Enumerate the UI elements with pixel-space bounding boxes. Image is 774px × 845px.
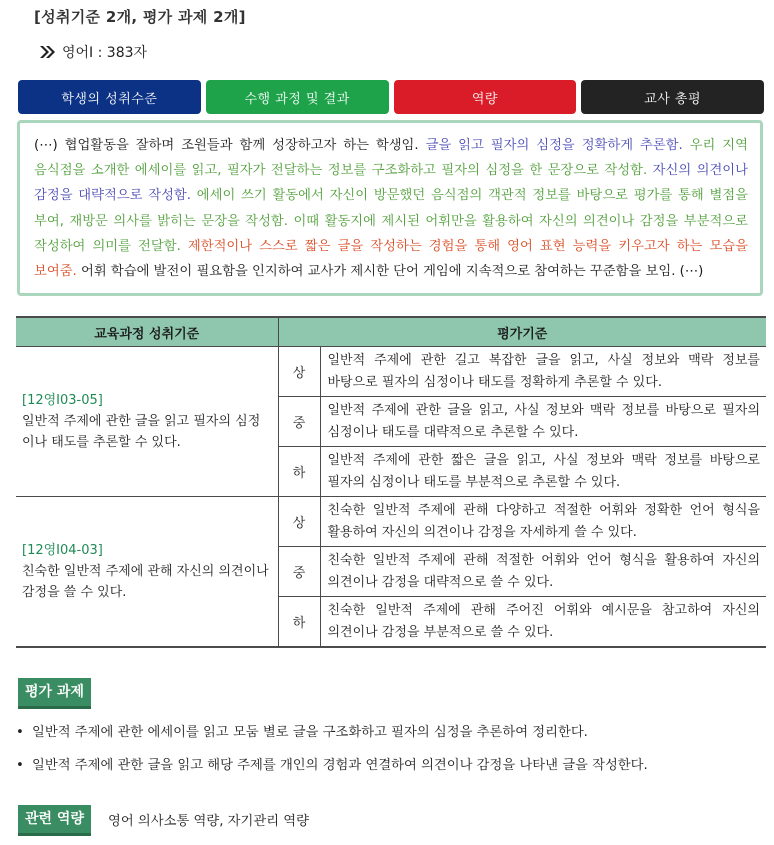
category-tabs [18, 80, 764, 114]
narrative-achievement-2: 자신의 의견이나 감정을 대략적으로 작성함. [34, 163, 748, 204]
level-label: 하 [278, 597, 320, 648]
standard-code: [12영Ⅰ04-03] [22, 543, 103, 558]
table-row [16, 347, 766, 397]
tab-process-result[interactable]: 수행 과정 및 결과 [206, 80, 389, 114]
tab-achievement-level[interactable]: 학생의 성취수준 [18, 80, 201, 114]
narrative-process-1: 우리 지역 음식점을 소개한 에세이를 읽고, 필자가 전달하는 정보를 구조화하고 필자의 심정을 한 문장으로 작성함. [34, 138, 748, 179]
task-text: 일반적 주제에 관한 에세이를 읽고 모둠 별로 글을 구조화하고 필자의 심정을 추론하여 정리한다. [32, 725, 588, 740]
criterion-text: 일반적 주제에 관한 짧은 글을 읽고, 사실 정보와 맥락 정보를 바탕으로 필자의 심정이나 태도를 부분적으로 추론할 수 있다. [320, 447, 766, 497]
level-label: 상 [278, 497, 320, 547]
section-title: [성취기준 2개, 평가 과제 2개] [34, 8, 246, 26]
bullet-icon: • [16, 758, 24, 773]
level-label: 상 [278, 347, 320, 397]
standard-cell [16, 497, 278, 648]
tasks-label: 평가 과제 [18, 678, 91, 709]
bullet-icon: • [16, 725, 24, 740]
narrative-box [17, 120, 763, 296]
level-label: 중 [278, 397, 320, 447]
criterion-text: 친숙한 일반적 주제에 관해 적절한 어휘와 언어 형식을 활용하여 자신의 의견이나 감정을 대략적으로 쓸 수 있다. [320, 547, 766, 597]
criteria-table [16, 316, 766, 648]
competency-text: 영어 의사소통 역량, 자기관리 역량 [108, 814, 309, 829]
level-label: 하 [278, 447, 320, 497]
standard-cell [16, 347, 278, 497]
narrative-achievement-1: 글을 읽고 필자의 심정을 정확하게 추론함. [425, 138, 690, 153]
criterion-text: 친숙한 일반적 주제에 관해 다양하고 적절한 어휘와 정확한 언어 형식을 활용하여 자신의 의견이나 감정을 자세하게 쓸 수 있다. [320, 497, 766, 547]
criterion-text: 일반적 주제에 관한 길고 복잡한 글을 읽고, 사실 정보와 맥락 정보를 바탕으로 필자의 심정이나 태도를 정확하게 추론할 수 있다. [320, 347, 766, 397]
competency-label: 관련 역량 [18, 805, 91, 836]
level-label: 중 [278, 547, 320, 597]
header-standard: 교육과정 성취기준 [16, 317, 278, 347]
criterion-text: 일반적 주제에 관한 글을 읽고, 사실 정보와 맥락 정보를 바탕으로 필자의 심정이나 태도를 대략적으로 추론할 수 있다. [320, 397, 766, 447]
standard-description: 일반적 주제에 관한 글을 읽고 필자의 심정이나 태도를 추론할 수 있다. [22, 414, 261, 450]
subject-line [40, 42, 147, 62]
tab-teacher-review[interactable]: 교사 총평 [581, 80, 764, 114]
criterion-text: 친숙한 일반적 주제에 관해 주어진 어휘와 예시문을 참고하여 자신의 의견이나 감정을 부분적으로 쓸 수 있다. [320, 597, 766, 648]
double-chevron-right-icon [40, 46, 56, 58]
narrative-teacher-review: 어휘 학습에 발전이 필요함을 인지하여 교사가 제시한 단어 게임에 지속적으로 참여하는 꾸준함을 보임. (⋯) [81, 264, 704, 280]
list-item [16, 751, 648, 784]
task-list [16, 718, 648, 784]
task-text: 일반적 주제에 관한 글을 읽고 해당 주제를 개인의 경험과 연결하여 의견이나 감정을 나타낸 글을 작성한다. [32, 758, 648, 773]
tab-competency[interactable]: 역량 [394, 80, 577, 114]
narrative-process-2: 에세이 쓰기 활동에서 자신이 방문했던 음식점의 객관적 정보를 바탕으로 평가를 통해 별점을 부여, 재방문 의사를 밝히는 문장을 작성함. 이때 활동지에 제시된 어휘만을 활용하여 자신의 의견이나 감정을 부분적으로 작성하여 의미를 전달함. [34, 188, 748, 254]
header-eval: 평가기준 [278, 317, 766, 347]
narrative-intro: (⋯) 협업활동을 잘하며 조원들과 함께 성장하고자 하는 학생임. [34, 138, 426, 153]
list-item [16, 718, 648, 751]
standard-description: 친숙한 일반적 주제에 관해 자신의 의견이나 감정을 쓸 수 있다. [22, 564, 269, 600]
table-row [16, 497, 766, 547]
subject-label: 영어Ⅰ : 383자 [62, 45, 148, 61]
narrative-competency: 제한적이나 스스로 짧은 글을 작성하는 경험을 통해 영어 표현 능력을 키우고자 하는 모습을 보여줌. [34, 238, 748, 280]
standard-code: [12영Ⅰ03-05] [22, 393, 103, 408]
